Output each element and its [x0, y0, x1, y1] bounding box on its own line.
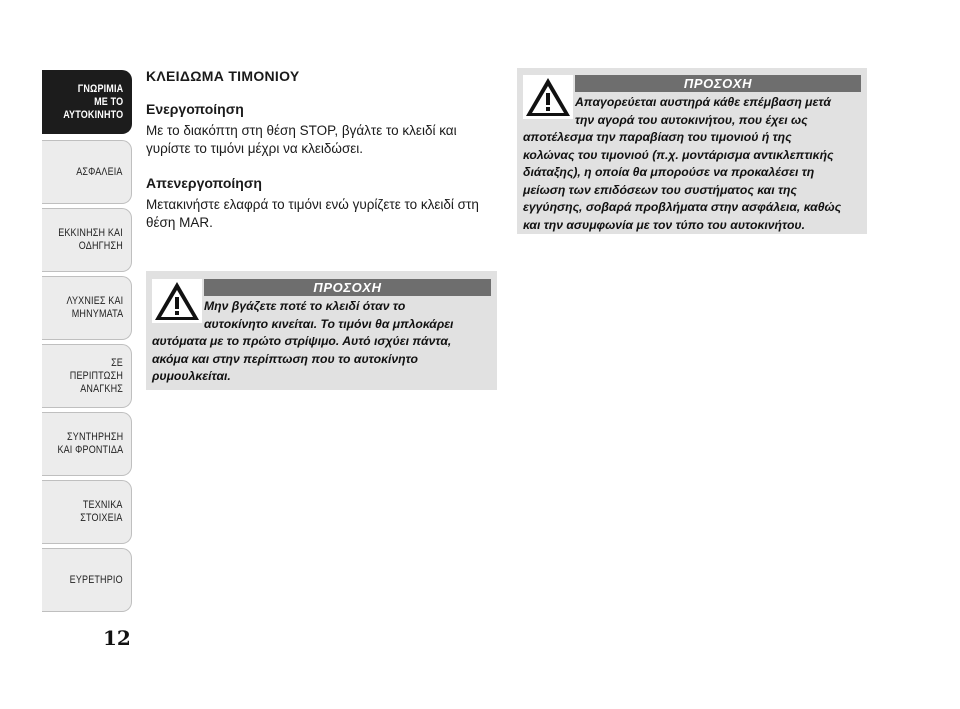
warning-line: Απαγορεύεται αυστηρά κάθε επέμβαση μετά [575, 95, 831, 109]
tab-safety[interactable] [42, 140, 132, 204]
warning-text-bottom [152, 333, 492, 386]
tab-technical-data[interactable] [42, 480, 132, 544]
warning-text-top [204, 298, 491, 333]
main-column [146, 68, 498, 232]
warning-triangle-icon [523, 75, 573, 119]
tab-label: ΑΣΦΑΛΕΙΑ [76, 165, 123, 178]
warning-line: αποτέλεσμα την παραβίαση του τιμονιού ή της [523, 130, 792, 144]
warning-box-key-removal [146, 271, 497, 390]
page-number: 12 [103, 626, 131, 650]
subheading-deactivation: Απενεργοποίηση [146, 175, 262, 191]
warning-line: διάταξης), η οποία θα μπορούσε να προκαλέσει τη [523, 165, 815, 179]
warning-header: ΠΡΟΣΟΧΗ [575, 75, 861, 92]
activation-text: Με το διακόπτη στη θέση STOP, βγάλτε το κλειδί και γυρίστε το τιμόνι μέχρι να κλειδώσει. [146, 123, 457, 156]
warning-line: αυτόματα με το πρώτο στρίψιμο. Αυτό ισχύει πάντα, [152, 334, 452, 348]
tab-label: ΛΥΧΝΙΕΣ ΚΑΙ ΜΗΝΥΜΑΤΑ [66, 295, 123, 320]
tab-getting-to-know-car[interactable] [42, 70, 132, 134]
warning-line: Μην βγάζετε ποτέ το κλειδί όταν το [204, 299, 406, 313]
tab-label: ΕΥΡΕΤΗΡΙΟ [69, 573, 123, 586]
warning-box-tampering [517, 68, 867, 234]
warning-text-top [575, 94, 861, 129]
warning-header: ΠΡΟΣΟΧΗ [204, 279, 491, 296]
section-title: ΚΛΕΙΔΩΜΑ ΤΙΜΟΝΙΟΥ [146, 68, 300, 84]
tab-emergency[interactable] [42, 344, 132, 408]
warning-line: και την ασυμφωνία με τον τύπο του αυτοκινήτου. [523, 217, 805, 232]
warning-line: κολώνας του τιμονιού (π.χ. μοντάρισμα αντικλεπτικής [523, 147, 834, 162]
tab-label: ΕΚΚΙΝΗΣΗ ΚΑΙ ΟΔΗΓΗΣΗ [58, 227, 123, 252]
warning-line: την αγορά του αυτοκινήτου, που έχει ως [575, 112, 808, 127]
deactivation-text: Μετακινήστε ελαφρά το τιμόνι ενώ γυρίζετε το κλειδί στη θέση MAR. [146, 197, 479, 230]
warning-line: μείωση των επιδόσεων του συστήματος και της [523, 182, 797, 197]
warning-text-bottom [523, 129, 863, 234]
tab-label: ΣΥΝΤΗΡΗΣΗ ΚΑΙ ΦΡΟΝΤΙΔΑ [57, 431, 123, 456]
warning-line: ρυμουλκείται. [152, 369, 231, 383]
warning-line: εγγύησης, σοβαρά προβλήματα στην ασφάλεια, καθώς [523, 200, 842, 214]
tab-label: ΓΝΩΡΙΜΙΑ ΜΕ ΤΟ ΑΥΤΟΚΙΝΗΤΟ [62, 82, 123, 121]
tab-warning-lights[interactable] [42, 276, 132, 340]
warning-line: ακόμα και στην περίπτωση που το αυτοκίνητο [152, 351, 419, 366]
subheading-activation: Ενεργοποίηση [146, 101, 244, 117]
tab-label: ΣΕ ΠΕΡΙΠΤΩΣΗ ΑΝΑΓΚΗΣ [69, 356, 123, 395]
warning-triangle-icon [152, 279, 202, 323]
tab-index[interactable] [42, 548, 132, 612]
tab-starting-driving[interactable] [42, 208, 132, 272]
tab-maintenance[interactable] [42, 412, 132, 476]
tab-label: ΤΕΧΝΙΚΑ ΣΤΟΙΧΕΙΑ [80, 499, 123, 524]
warning-line: αυτοκίνητο κινείται. Το τιμόνι θα μπλοκάρει [204, 316, 454, 331]
